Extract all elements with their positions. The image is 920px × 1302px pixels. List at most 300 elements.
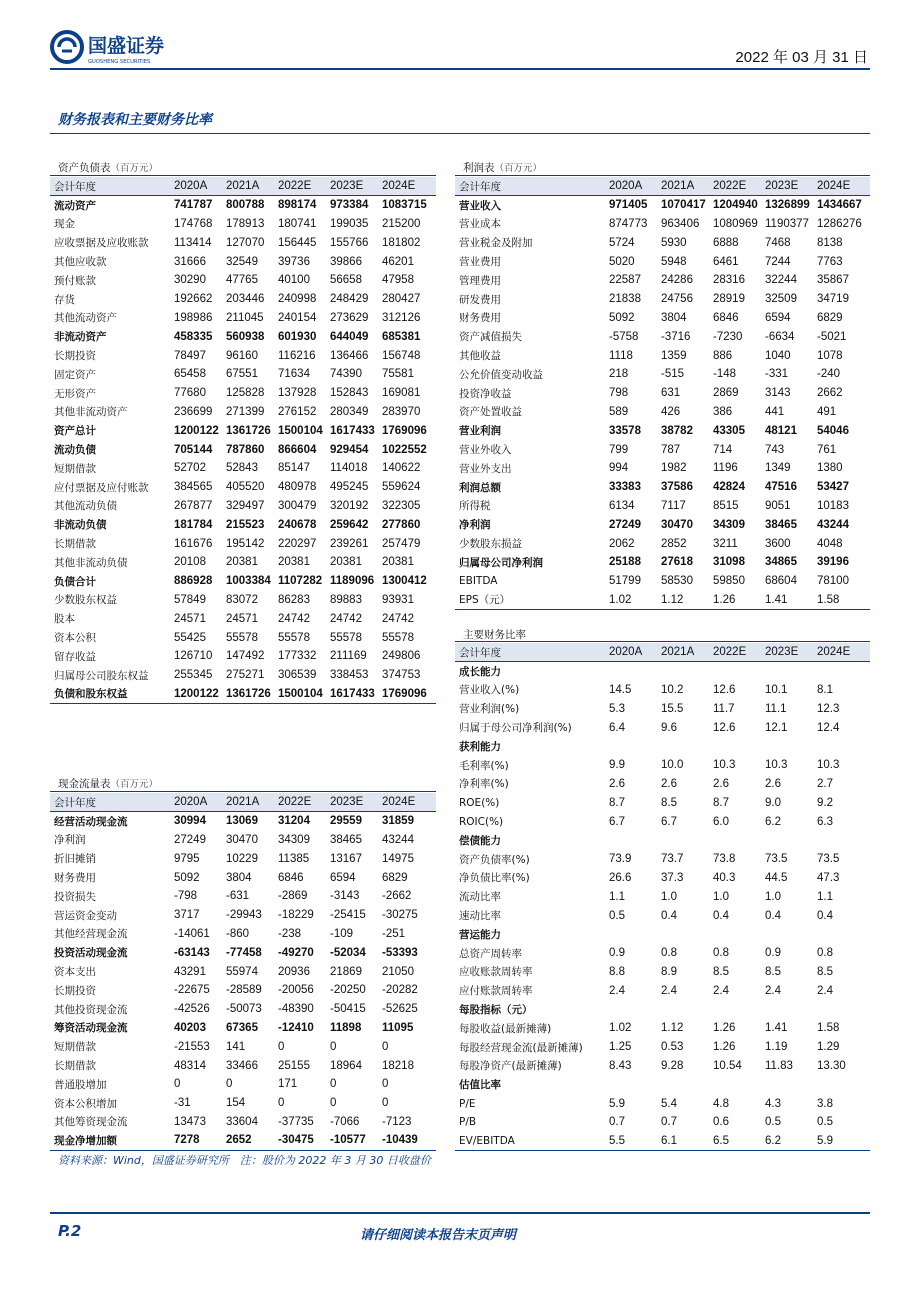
cell-value: -53393 bbox=[382, 946, 418, 959]
cell-value: 54046 bbox=[817, 424, 849, 437]
cell-value: 1040 bbox=[765, 349, 791, 362]
table-row bbox=[455, 812, 870, 831]
cell-value: 1617433 bbox=[330, 424, 375, 437]
row-label: 资产减值损失 bbox=[459, 331, 522, 344]
row-label: 所得税 bbox=[459, 500, 491, 513]
row-label: 成长能力 bbox=[459, 665, 501, 678]
table-row bbox=[50, 849, 436, 868]
page-number: P.2 bbox=[58, 1222, 82, 1240]
cell-value: 239261 bbox=[330, 537, 369, 550]
cell-value: 589 bbox=[609, 405, 629, 418]
cell-value: 215200 bbox=[382, 217, 421, 230]
row-label: P/E bbox=[459, 1097, 476, 1110]
table-row bbox=[455, 421, 870, 440]
cell-value bbox=[657, 737, 709, 756]
cell-value: 1083715 bbox=[382, 199, 427, 212]
row-label: 资本公积 bbox=[54, 632, 96, 645]
brand-name-en: GUOSHENG SECURITIES bbox=[88, 59, 151, 65]
cell-value: -2662 bbox=[382, 890, 412, 903]
row-label: 筹资活动现金流 bbox=[54, 1022, 128, 1035]
cell-value: 11898 bbox=[330, 1021, 362, 1034]
row-label: 财务费用 bbox=[459, 312, 501, 325]
cell-value: 8.8 bbox=[609, 965, 625, 978]
cell-value: 55578 bbox=[226, 631, 258, 644]
cell-value: 38782 bbox=[661, 424, 693, 437]
cell-value: 20381 bbox=[278, 556, 310, 569]
cell-value: 56658 bbox=[330, 274, 362, 287]
cell-value: 6.5 bbox=[709, 1132, 761, 1151]
table-row bbox=[455, 944, 870, 963]
cell-value: 798 bbox=[609, 387, 629, 400]
table-row bbox=[50, 572, 436, 591]
cell-value: 24742 bbox=[330, 612, 362, 625]
cell-value: 384565 bbox=[174, 481, 213, 494]
cell-value: 2.7 bbox=[817, 777, 833, 790]
table-row bbox=[50, 365, 436, 384]
cell-value: 20936 bbox=[278, 965, 310, 978]
income-statement-title-text: 利润表 bbox=[463, 162, 495, 174]
cell-value: 38465 bbox=[765, 518, 797, 531]
cell-value: 21869 bbox=[330, 965, 362, 978]
column-header-year: 2024E bbox=[378, 177, 436, 196]
cell-value: -331 bbox=[765, 368, 789, 381]
row-label: 净利率(%) bbox=[459, 778, 509, 791]
row-label: 营业外收入 bbox=[459, 444, 512, 457]
table-row bbox=[50, 887, 436, 906]
cell-value: 1982 bbox=[661, 462, 687, 475]
cell-value bbox=[813, 831, 870, 850]
row-label: 长期投资 bbox=[54, 350, 96, 363]
cell-value: 5.9 bbox=[813, 1132, 870, 1151]
cell-value: 140622 bbox=[382, 462, 421, 475]
cell-value: 714 bbox=[713, 443, 733, 456]
cell-value: 9.2 bbox=[817, 796, 833, 809]
column-header-year: 2022E bbox=[274, 177, 326, 196]
cell-value: 24756 bbox=[661, 293, 693, 306]
cell-value: -6634 bbox=[765, 330, 795, 343]
cell-value: 24742 bbox=[278, 612, 310, 625]
row-label: 短期借款 bbox=[54, 1041, 96, 1054]
row-label: 资本支出 bbox=[54, 966, 96, 979]
cell-value: 761 bbox=[817, 443, 837, 456]
cell-value: 2.4 bbox=[609, 984, 625, 997]
row-label: 折旧摊销 bbox=[54, 853, 96, 866]
cell-value: -28589 bbox=[226, 984, 262, 997]
table-row bbox=[50, 346, 436, 365]
row-label: 归属母公司净利润 bbox=[459, 556, 543, 569]
row-label: 财务费用 bbox=[54, 872, 96, 885]
cell-value: 25155 bbox=[278, 1059, 310, 1072]
cell-value: 8.7 bbox=[609, 796, 625, 809]
cell-value: 994 bbox=[609, 462, 629, 475]
cell-value: 0.4 bbox=[661, 909, 677, 922]
cash-flow-title-text: 现金流量表 bbox=[58, 778, 111, 790]
cell-value: 0.4 bbox=[817, 909, 833, 922]
cell-value: 1300412 bbox=[382, 575, 427, 588]
column-header-year: 2024E bbox=[378, 793, 436, 812]
cell-value: 55578 bbox=[330, 631, 362, 644]
cell-value: 1.25 bbox=[609, 1041, 632, 1054]
cell-value: 13473 bbox=[174, 1115, 206, 1128]
cell-value: 6.4 bbox=[609, 721, 625, 734]
cell-value: 58530 bbox=[661, 575, 693, 588]
row-label: 其他筹资现金流 bbox=[54, 1116, 128, 1129]
cell-value bbox=[813, 1000, 870, 1019]
cell-value: 156445 bbox=[278, 236, 317, 249]
cell-value: 5.5 bbox=[605, 1132, 657, 1151]
row-label: EBITDA bbox=[459, 575, 498, 588]
cell-value: 137928 bbox=[278, 387, 317, 400]
cell-value: 441 bbox=[765, 405, 785, 418]
table-row bbox=[455, 831, 870, 850]
cell-value: 40.3 bbox=[713, 871, 736, 884]
cell-value: -148 bbox=[713, 368, 737, 381]
cell-value: 48121 bbox=[765, 424, 797, 437]
row-label: 流动负债 bbox=[54, 444, 96, 457]
cell-value: 12.6 bbox=[713, 683, 736, 696]
table-row bbox=[455, 440, 870, 459]
row-label: 非流动资产 bbox=[54, 331, 107, 344]
cell-value: 126710 bbox=[174, 650, 213, 663]
cell-value: -515 bbox=[661, 368, 685, 381]
cell-value: 1190377 bbox=[765, 217, 809, 230]
cell-value: 5724 bbox=[609, 236, 635, 249]
cell-value bbox=[709, 925, 761, 944]
balance-sheet-title-rule bbox=[50, 175, 436, 176]
table-row bbox=[50, 384, 436, 403]
cell-value: 8138 bbox=[817, 236, 843, 249]
cell-value bbox=[761, 737, 813, 756]
table-row bbox=[455, 963, 870, 982]
cell-value: 7244 bbox=[765, 255, 791, 268]
table-row bbox=[455, 887, 870, 906]
table-row bbox=[455, 906, 870, 925]
row-label: 总资产周转率 bbox=[459, 947, 522, 960]
cell-value: 6829 bbox=[817, 311, 843, 324]
cell-value bbox=[605, 1000, 657, 1019]
cell-value: 215523 bbox=[226, 518, 265, 531]
cell-value: 141 bbox=[226, 1040, 246, 1053]
cell-value: 787860 bbox=[226, 443, 265, 456]
table-row bbox=[50, 925, 436, 944]
cell-value bbox=[813, 662, 870, 681]
cell-value: 8.43 bbox=[609, 1059, 632, 1072]
cell-value: 40203 bbox=[174, 1021, 206, 1034]
cell-value: 0.6 bbox=[713, 1116, 729, 1129]
cell-value: 2.6 bbox=[661, 777, 677, 790]
cell-value: 1196 bbox=[713, 462, 738, 475]
row-label: 投资净收益 bbox=[459, 387, 512, 400]
cell-value: 1434667 bbox=[817, 199, 862, 212]
cell-value: 631 bbox=[661, 387, 681, 400]
cell-value bbox=[709, 662, 761, 681]
cell-value: 6.0 bbox=[713, 815, 729, 828]
cell-value: 67551 bbox=[226, 368, 258, 381]
cell-value: 8.5 bbox=[817, 965, 833, 978]
income-statement-title bbox=[463, 160, 542, 175]
cell-value: 8.5 bbox=[765, 965, 781, 978]
row-label: 预付账款 bbox=[54, 274, 96, 287]
table-row bbox=[455, 290, 870, 309]
row-label: 其他非流动负债 bbox=[54, 556, 128, 569]
section-divider bbox=[50, 133, 870, 134]
cell-value: 71634 bbox=[278, 368, 310, 381]
row-label: 归属母公司股东权益 bbox=[54, 669, 149, 682]
table-row bbox=[455, 215, 870, 234]
cell-value: 963406 bbox=[661, 217, 700, 230]
cell-value: 280427 bbox=[382, 293, 421, 306]
balance-sheet-table bbox=[50, 177, 436, 704]
cell-value: 32509 bbox=[765, 293, 797, 306]
cell-value: 154 bbox=[226, 1097, 246, 1110]
cell-value: 20108 bbox=[174, 556, 206, 569]
cell-value: 2.4 bbox=[765, 984, 781, 997]
table-row bbox=[50, 403, 436, 422]
table-row bbox=[455, 1019, 870, 1038]
row-label: 少数股东权益 bbox=[54, 594, 117, 607]
cell-value: 29559 bbox=[330, 815, 362, 828]
cell-value: 211169 bbox=[330, 650, 367, 663]
table-row bbox=[455, 497, 870, 516]
cell-value: 8.7 bbox=[713, 796, 729, 809]
cell-value: 6.7 bbox=[661, 815, 677, 828]
cell-value: 240998 bbox=[278, 293, 317, 306]
row-label: 营业外支出 bbox=[459, 462, 512, 475]
cell-value: 32244 bbox=[765, 274, 797, 287]
cell-value: 329497 bbox=[226, 499, 265, 512]
cell-value: 68604 bbox=[765, 575, 797, 588]
row-label: 资产总计 bbox=[54, 425, 96, 438]
row-label: 股本 bbox=[54, 613, 75, 626]
cell-value: 1500104 bbox=[274, 685, 326, 704]
cell-value: 491 bbox=[817, 405, 837, 418]
cell-value: -52034 bbox=[330, 946, 366, 959]
cell-value: 1.58 bbox=[813, 591, 870, 610]
cell-value: -7123 bbox=[382, 1115, 412, 1128]
cell-value bbox=[709, 1000, 761, 1019]
row-label: 营业税金及附加 bbox=[459, 237, 533, 250]
row-label: 研发费用 bbox=[459, 293, 501, 306]
cell-value: 280349 bbox=[330, 405, 369, 418]
table-row bbox=[455, 196, 870, 215]
row-label: 现金净增加额 bbox=[50, 1131, 170, 1150]
table-row bbox=[455, 365, 870, 384]
cell-value: 57849 bbox=[174, 593, 206, 606]
row-label: 流动比率 bbox=[459, 891, 501, 904]
cell-value: 40100 bbox=[278, 274, 310, 287]
cell-value: 1.02 bbox=[605, 591, 657, 610]
cash-flow-table bbox=[50, 793, 436, 1151]
table-row bbox=[455, 1038, 870, 1057]
cell-value bbox=[605, 831, 657, 850]
table-row bbox=[50, 628, 436, 647]
cell-value: 5930 bbox=[661, 236, 687, 249]
cell-value: 39866 bbox=[330, 255, 362, 268]
row-label: 每股经营现金流(最新摊薄) bbox=[459, 1041, 583, 1054]
cell-value: 3804 bbox=[226, 871, 252, 884]
cell-value: 1.29 bbox=[817, 1041, 840, 1054]
cell-value: 1003384 bbox=[226, 575, 271, 588]
table-row bbox=[50, 609, 436, 628]
cell-value: 0 bbox=[330, 1078, 337, 1091]
cell-value: -109 bbox=[330, 927, 354, 940]
cell-value: 43244 bbox=[382, 833, 414, 846]
cell-value: 192662 bbox=[174, 293, 213, 306]
cell-value: 0.8 bbox=[661, 947, 677, 960]
cell-value: 2869 bbox=[713, 387, 739, 400]
cell-value: 338453 bbox=[330, 669, 369, 682]
cell-value: 3804 bbox=[661, 311, 687, 324]
cell-value: 1500104 bbox=[278, 424, 323, 437]
table-row bbox=[50, 478, 436, 497]
cell-value: 973384 bbox=[330, 199, 369, 212]
cell-value: 1.0 bbox=[661, 890, 677, 903]
cell-value: 9.6 bbox=[661, 721, 677, 734]
cell-value: 12.4 bbox=[817, 721, 840, 734]
cell-value: 89883 bbox=[330, 593, 362, 606]
cell-value: 30290 bbox=[174, 274, 206, 287]
cell-value: 4.8 bbox=[713, 1097, 729, 1110]
column-header-year: 2024E bbox=[813, 643, 870, 662]
cell-value: 4.3 bbox=[765, 1097, 781, 1110]
ratios-title-rule bbox=[455, 641, 870, 642]
row-label: 应收票据及应收账款 bbox=[54, 237, 149, 250]
table-row bbox=[50, 831, 436, 850]
cell-value: 0.7 bbox=[661, 1116, 677, 1129]
table-row bbox=[455, 756, 870, 775]
cell-value: 283970 bbox=[382, 405, 421, 418]
cell-value: -5021 bbox=[817, 330, 847, 343]
cell-value: 2.6 bbox=[713, 777, 729, 790]
cell-value: 31666 bbox=[174, 255, 206, 268]
cell-value: 3.8 bbox=[817, 1097, 833, 1110]
column-header-year: 2022E bbox=[274, 793, 326, 812]
cell-value: 11385 bbox=[278, 852, 310, 865]
cell-value: 10.3 bbox=[817, 759, 840, 772]
cell-value: 0 bbox=[330, 1097, 337, 1110]
cell-value: 77680 bbox=[174, 387, 206, 400]
cell-value: 8.1 bbox=[817, 683, 833, 696]
section-title: 财务报表和主要财务比率 bbox=[58, 112, 212, 128]
row-label: 每股指标（元） bbox=[459, 1004, 533, 1017]
cell-value bbox=[657, 1075, 709, 1094]
cell-value: 1769096 bbox=[382, 424, 427, 437]
cell-value: 8.5 bbox=[661, 796, 677, 809]
cell-value: 0.5 bbox=[817, 1116, 833, 1129]
cell-value: -30275 bbox=[382, 909, 418, 922]
header-divider bbox=[50, 68, 870, 70]
cell-value: -18229 bbox=[278, 909, 314, 922]
cell-value: 320192 bbox=[330, 499, 369, 512]
table-header-row bbox=[455, 177, 870, 196]
cell-value: -631 bbox=[226, 890, 250, 903]
cell-value: 7117 bbox=[661, 499, 686, 512]
row-label: 获利能力 bbox=[459, 740, 501, 753]
cell-value: 0 bbox=[278, 1040, 285, 1053]
cell-value: 1.1 bbox=[817, 890, 833, 903]
row-label: 资产负债率(%) bbox=[459, 853, 530, 866]
cell-value: 9795 bbox=[174, 852, 200, 865]
cell-value: 10.3 bbox=[713, 759, 736, 772]
cell-value: 42824 bbox=[713, 481, 745, 494]
cell-value: -10577 bbox=[326, 1131, 378, 1150]
cell-value: 9.9 bbox=[609, 759, 625, 772]
cell-value: -77458 bbox=[226, 946, 262, 959]
cell-value: 43291 bbox=[174, 965, 206, 978]
cell-value: 1286276 bbox=[817, 217, 862, 230]
cell-value: -30475 bbox=[274, 1131, 326, 1150]
table-row bbox=[50, 309, 436, 328]
row-label: EV/EBITDA bbox=[455, 1132, 605, 1151]
cell-value bbox=[761, 1000, 813, 1019]
cell-value: 14.5 bbox=[609, 683, 632, 696]
cell-value: 47.3 bbox=[817, 871, 840, 884]
cell-value: 30470 bbox=[226, 833, 258, 846]
cell-value: 73.5 bbox=[765, 853, 788, 866]
cell-value: 6829 bbox=[382, 871, 408, 884]
row-label: 每股收益(最新摊薄) bbox=[459, 1022, 552, 1035]
cell-value: 171 bbox=[278, 1078, 298, 1091]
cell-value: 12.3 bbox=[817, 702, 840, 715]
cell-value: 20381 bbox=[226, 556, 258, 569]
cell-value: 5.4 bbox=[661, 1097, 677, 1110]
cell-value: -48390 bbox=[278, 1003, 314, 1016]
cell-value: 34865 bbox=[765, 556, 797, 569]
cell-value: 114018 bbox=[330, 462, 368, 475]
row-label: 每股净资产(最新摊薄) bbox=[459, 1060, 562, 1073]
cell-value: 1080969 bbox=[713, 217, 758, 230]
cell-value: 14975 bbox=[382, 852, 414, 865]
cell-value: 33604 bbox=[226, 1115, 258, 1128]
cell-value bbox=[605, 925, 657, 944]
cell-value: 198986 bbox=[174, 311, 213, 324]
row-label: 管理费用 bbox=[459, 274, 501, 287]
cell-value: 31859 bbox=[382, 815, 414, 828]
cell-value: 11095 bbox=[382, 1021, 414, 1034]
cell-value: 26.6 bbox=[609, 871, 632, 884]
cell-value: 169081 bbox=[382, 387, 421, 400]
row-label: 其他收益 bbox=[459, 350, 501, 363]
cell-value: 7763 bbox=[817, 255, 843, 268]
cell-value: 255345 bbox=[174, 669, 213, 682]
row-label: EPS（元） bbox=[455, 591, 605, 610]
cell-value: 180741 bbox=[278, 217, 317, 230]
row-label: 应付账款周转率 bbox=[459, 985, 533, 998]
cell-value: 2.4 bbox=[661, 984, 677, 997]
cell-value: 33578 bbox=[609, 424, 641, 437]
table-row bbox=[50, 233, 436, 252]
row-label: 少数股东损益 bbox=[459, 538, 522, 551]
table-row bbox=[455, 1094, 870, 1113]
table-row bbox=[455, 384, 870, 403]
cell-value: 34309 bbox=[713, 518, 745, 531]
cell-value: 147492 bbox=[226, 650, 265, 663]
cell-value: 27618 bbox=[661, 556, 693, 569]
column-header-year: 2022E bbox=[709, 643, 761, 662]
table-row bbox=[50, 327, 436, 346]
income-statement-table bbox=[455, 177, 870, 610]
cell-value: 276152 bbox=[278, 405, 317, 418]
cell-value: 0.7 bbox=[609, 1116, 625, 1129]
cell-value: 9.0 bbox=[765, 796, 781, 809]
cell-value: -63143 bbox=[174, 946, 210, 959]
cell-value: 35867 bbox=[817, 274, 849, 287]
table-row bbox=[50, 685, 436, 704]
cell-value: 20381 bbox=[382, 556, 414, 569]
row-label: 留存收益 bbox=[54, 650, 96, 663]
cell-value bbox=[605, 1075, 657, 1094]
cell-value: 271399 bbox=[226, 405, 265, 418]
